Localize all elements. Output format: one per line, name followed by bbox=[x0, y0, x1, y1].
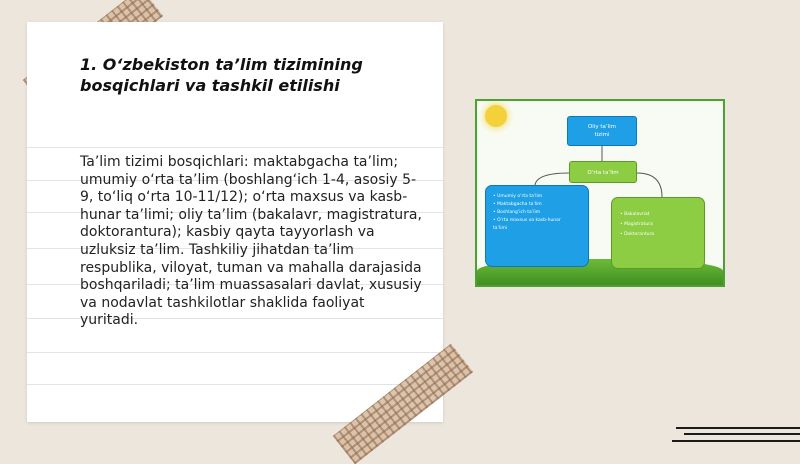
paper-rule-line bbox=[27, 147, 443, 148]
diagram-list-item: • Umumiy o‘rta ta’lim bbox=[493, 194, 543, 199]
diagram-box-top-line: Oliy ta’lim bbox=[587, 124, 617, 130]
slide-title-line-2: bosqichlari va tashkil etilishi bbox=[80, 76, 340, 95]
diagram-list-item: • Bakalavriat bbox=[620, 212, 650, 217]
paper-rule-line bbox=[27, 384, 443, 385]
diagram-list-item: • Doktorantura bbox=[620, 232, 655, 237]
diagram-list-item: • Maktabgacha ta’lim bbox=[493, 202, 542, 207]
slide-title bbox=[80, 54, 410, 96]
diagram-list-item: • O‘rta maxsus va kasb-hunar bbox=[493, 218, 561, 223]
decorative-line bbox=[676, 427, 800, 429]
slide-title-line-1: 1. O‘zbekiston ta’lim tizimining bbox=[80, 55, 363, 74]
diagram-list-item: • Boshlang‘ich ta’lim bbox=[493, 210, 541, 215]
decorative-line bbox=[684, 433, 800, 435]
diagram-list-item: ta’limi bbox=[493, 226, 508, 231]
diagram-box-right bbox=[611, 197, 705, 269]
diagram-box-top-line: tizimi bbox=[594, 132, 610, 138]
diagram-box-top bbox=[567, 116, 637, 146]
diagram-box-middle: O‘rta ta’lim bbox=[569, 161, 637, 183]
decorative-line bbox=[672, 440, 800, 442]
paper-rule-line bbox=[27, 352, 443, 353]
diagram-box-left bbox=[485, 185, 589, 267]
education-system-diagram bbox=[475, 99, 725, 287]
diagram-list-item: • Magistratura bbox=[620, 222, 653, 227]
slide-body-text: Ta’lim tizimi bosqichlari: maktabgacha ta’lim; umumiy o‘rta ta’lim (boshlang‘ich 1-4, asosiy 5-9, to‘liq o‘rta 10-11/12); o‘rta maxsus va kasb-hunar ta’limi; oliy ta’lim (bakalavr, magistratura, doktorantura); kasbiy qayta tayyorlash va uzluksiz ta’lim. Tashkiliy jihatdan ta’lim respublika, viloyat, tuman va mahalla darajasida boshqariladi; ta’lim muassasalari davlat, xususiy va nodavlat tashkilotlar shaklida faoliyat yuritadi. bbox=[80, 154, 422, 329]
